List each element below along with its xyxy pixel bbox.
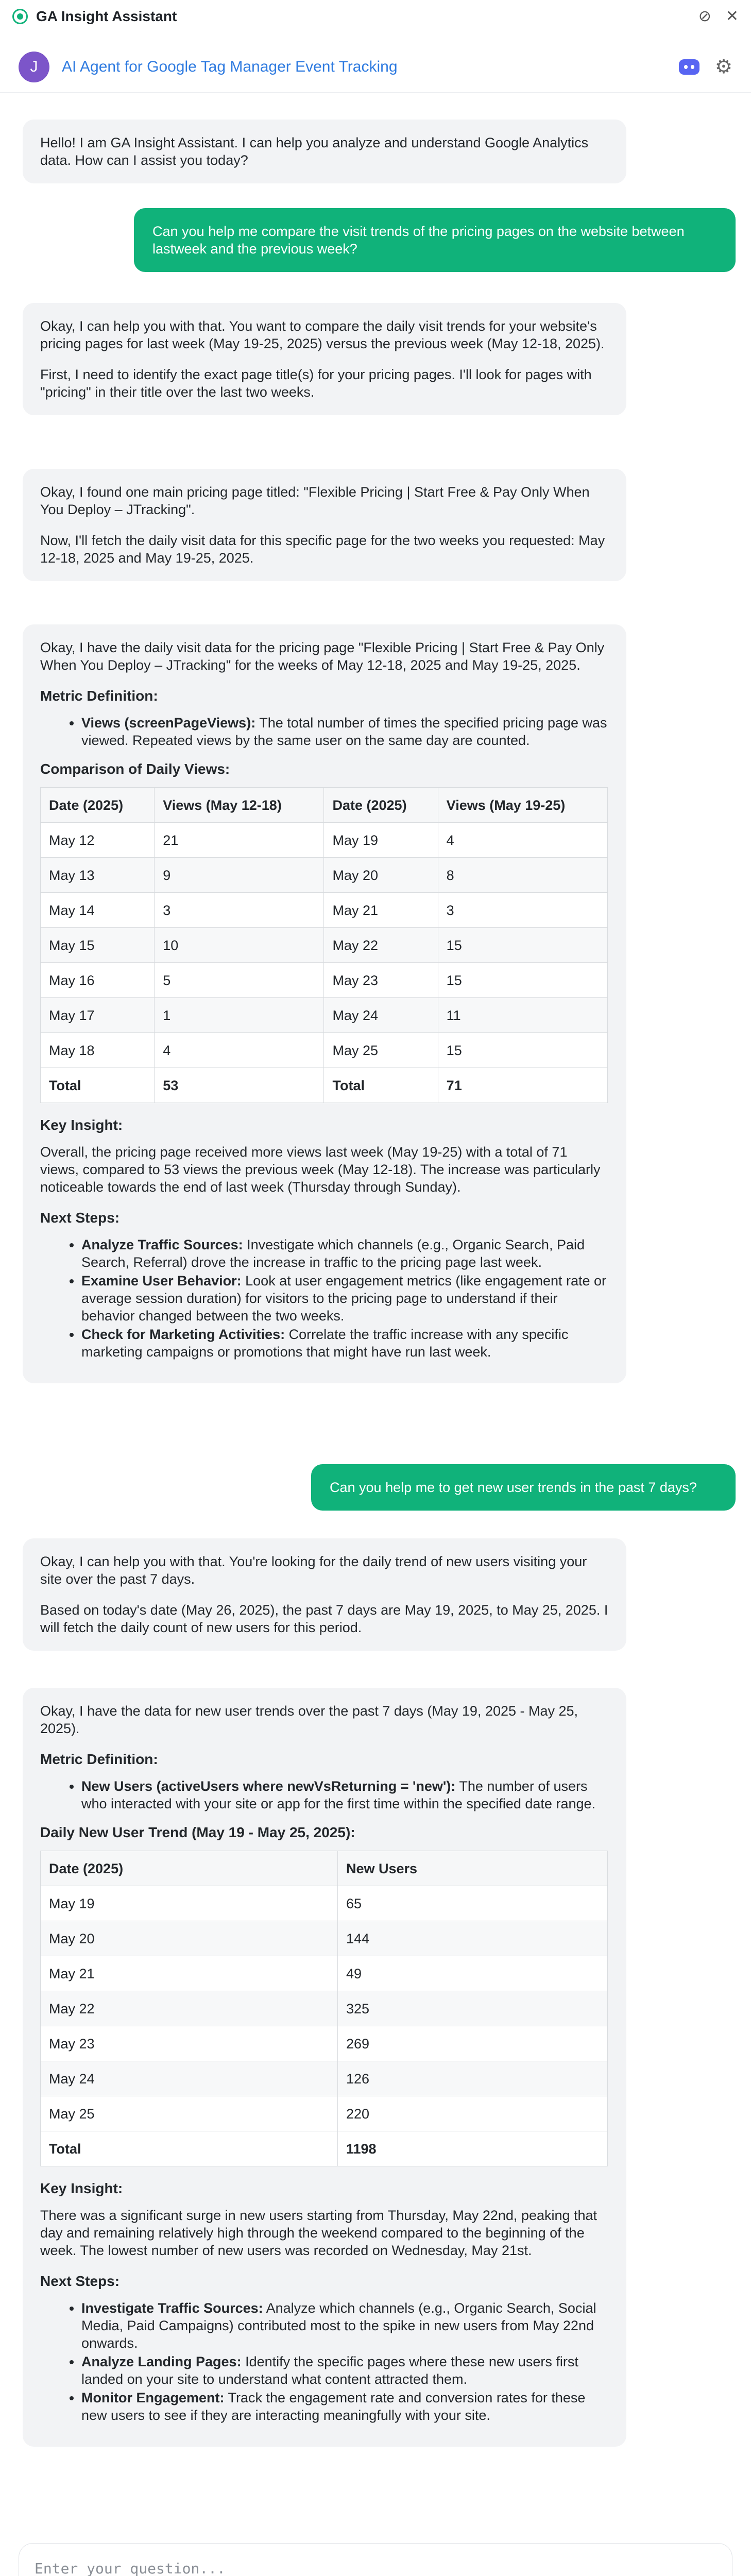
list-item: • Analyze Traffic Sources: Investigate which channels (e.g., Organic Search, Paid Search, Referral) drove the increase in traffic to the pricing page last week. [81,1236,609,1271]
views-comparison-table [40,787,608,1103]
section-heading: Metric Definition: [40,688,158,704]
message-text: Okay, I can help you with that. You want to compare the daily visit trends for your website's pricing pages for last week (May 19-25, 2025) versus the previous week (May 12-18, 2025). [40,318,605,351]
section-heading: Key Insight: [40,1117,123,1133]
section-heading: Key Insight: [40,2180,123,2196]
table-cell: May 20 [41,1921,338,1956]
column-header: New Users [338,1851,608,1886]
table-cell: May 20 [324,858,438,893]
table-cell: 3 [438,893,607,928]
table-row [41,998,608,1033]
assistant-message [23,120,626,183]
app-logo-icon [12,9,28,24]
message-text: Hello! I am GA Insight Assistant. I can help you analyze and understand Google Analytics data. How can I assist you today? [40,135,589,168]
table-cell: 8 [438,858,607,893]
table-cell: 1 [155,998,324,1033]
table-cell: May 25 [41,2096,338,2131]
message-text: Overall, the pricing page received more views last week (May 19-25) with a total of 71 views, compared to 53 views the previous week (May 12-18). The increase was particularly noticeable towards the end of last week (Thursday through Sunday). [40,1144,601,1195]
message-text: Okay, I can help you with that. You're looking for the daily trend of new users visiting your site over the past 7 days. [40,1554,587,1587]
user-message [134,208,736,272]
assistant-message [23,1688,626,2447]
table-row-total [41,1068,608,1103]
assistant-message [23,1538,626,1651]
assistant-message [23,303,626,415]
table-cell: May 25 [324,1033,438,1068]
table-cell: Total [324,1068,438,1103]
table-cell: 1198 [338,2131,608,2166]
table-cell: 325 [338,1991,608,2026]
table-cell: 11 [438,998,607,1033]
message-text: There was a significant surge in new users starting from Thursday, May 22nd, peaking that day and remaining relatively high through the weekend compared to the beginning of the week. The lowest number of new users was recorded on Wednesday, May 21st. [40,2208,598,2258]
table-cell: May 23 [41,2026,338,2061]
table-row [41,928,608,963]
table-cell: 21 [155,823,324,858]
list-item: • Views (screenPageViews): The total number of times the specified pricing page was viewed. Repeated views by the same user on the same day are counted. [81,714,609,749]
table-row [41,1956,608,1991]
list-item: • Monitor Engagement: Track the engagement rate and conversion rates for these new users to see if they are interacting meaningfully with your site. [81,2389,609,2424]
message-text: Okay, I have the data for new user trends over the past 7 days (May 19, 2025 - May 25, 2025). [40,1703,578,1736]
table-cell: May 24 [41,2061,338,2096]
table-cell: Total [41,1068,155,1103]
column-header: Date (2025) [41,1851,338,1886]
table-row [41,1033,608,1068]
message-text: Now, I'll fetch the daily visit data for this specific page for the two weeks you requested: May 12-18, 2025 and May 19-25, 2025. [40,533,605,566]
list-item: • Investigate Traffic Sources: Analyze which channels (e.g., Organic Search, Social Media, Paid Campaigns) contributed most to the spike in new users from May 22nd onwards. [81,2299,609,2352]
table-cell: 126 [338,2061,608,2096]
table-cell: May 21 [324,893,438,928]
table-cell: 49 [338,1956,608,1991]
column-header: Views (May 19-25) [438,788,607,823]
title-bar [0,0,751,33]
table-row [41,823,608,858]
table-row [41,1921,608,1956]
table-cell: 144 [338,1921,608,1956]
table-row [41,2096,608,2131]
column-header: Date (2025) [41,788,155,823]
table-cell: May 24 [324,998,438,1033]
message-text: Based on today's date (May 26, 2025), the past 7 days are May 19, 2025, to May 25, 2025. I will fetch the daily count of new users for this period. [40,1602,608,1635]
assistant-message [23,469,626,581]
table-cell: May 19 [324,823,438,858]
discord-icon[interactable] [679,59,699,75]
table-row [41,858,608,893]
table-cell: May 13 [41,858,155,893]
table-row [41,2026,608,2061]
table-cell: 15 [438,1033,607,1068]
table-cell: May 21 [41,1956,338,1991]
message-text: Okay, I have the daily visit data for the pricing page "Flexible Pricing | Start Free & Pay Only When You Deploy – JTracking" for the weeks of May 12-18, 2025 and May 19-25, 2025. [40,640,605,673]
table-cell: 53 [155,1068,324,1103]
table-cell: 15 [438,928,607,963]
table-cell: 5 [155,963,324,998]
section-heading: Comparison of Daily Views: [40,761,230,777]
agent-name-link[interactable]: AI Agent for Google Tag Manager Event Tracking [62,58,398,75]
section-heading: Daily New User Trend (May 19 - May 25, 2025): [40,1824,355,1840]
table-cell: May 12 [41,823,155,858]
table-cell: 71 [438,1068,607,1103]
table-row [41,1886,608,1921]
assistant-message [23,624,626,1383]
metric-list [40,714,609,749]
message-text: First, I need to identify the exact page title(s) for your pricing pages. I'll look for pages with "pricing" in their title over the last two weeks. [40,367,592,400]
table-cell: May 18 [41,1033,155,1068]
user-message [311,1464,736,1511]
section-heading: Next Steps: [40,1210,120,1226]
table-cell: May 23 [324,963,438,998]
table-cell: 65 [338,1886,608,1921]
list-item: • Check for Marketing Activities: Correlate the traffic increase with any specific marketing campaigns or promotions that might have run last week. [81,1326,609,1361]
table-row [41,963,608,998]
table-cell: May 17 [41,998,155,1033]
table-cell: Total [41,2131,338,2166]
avatar[interactable]: J [19,52,49,82]
table-cell: 269 [338,2026,608,2061]
table-cell: May 22 [324,928,438,963]
table-cell: May 22 [41,1991,338,2026]
next-steps-list [40,1236,609,1361]
table-cell: 15 [438,963,607,998]
message-text: Okay, I found one main pricing page titled: "Flexible Pricing | Start Free & Pay Only When You Deploy – JTracking". [40,484,590,517]
table-cell: May 15 [41,928,155,963]
table-cell: 220 [338,2096,608,2131]
column-header: Views (May 12-18) [155,788,324,823]
metric-list [40,1777,609,1812]
section-heading: Next Steps: [40,2273,120,2289]
table-row [41,1991,608,2026]
close-icon[interactable]: ✕ [725,8,739,25]
new-users-table [40,1851,608,2166]
table-cell: May 19 [41,1886,338,1921]
table-row [41,893,608,928]
table-row-total [41,2131,608,2166]
pin-off-icon[interactable]: ⊘ [698,8,711,25]
message-composer [19,2543,732,2576]
message-text: Can you help me to get new user trends in the past 7 days? [330,1480,697,1495]
agent-header [0,41,751,93]
table-cell: 10 [155,928,324,963]
gear-icon[interactable]: ⚙ [714,56,732,78]
section-heading: Metric Definition: [40,1751,158,1767]
table-row [41,2061,608,2096]
table-cell: 9 [155,858,324,893]
app-title: GA Insight Assistant [36,8,177,24]
table-cell: May 16 [41,963,155,998]
next-steps-list [40,2299,609,2424]
message-text: Can you help me compare the visit trends of the pricing pages on the website between lastweek and the previous week? [152,224,685,257]
table-cell: 3 [155,893,324,928]
question-input[interactable] [35,2557,704,2576]
list-item: • Analyze Landing Pages: Identify the specific pages where these new users first landed on your site to understand what content attracted them. [81,2353,609,2388]
table-cell: May 14 [41,893,155,928]
column-header: Date (2025) [324,788,438,823]
list-item: • New Users (activeUsers where newVsReturning = 'new'): The number of users who interacted with your site or app for the first time within the specified date range. [81,1777,609,1812]
list-item: • Examine User Behavior: Look at user engagement metrics (like engagement rate or average session duration) for visitors to the pricing page to understand if their behavior changed between the two weeks. [81,1272,609,1325]
table-cell: 4 [155,1033,324,1068]
table-cell: 4 [438,823,607,858]
